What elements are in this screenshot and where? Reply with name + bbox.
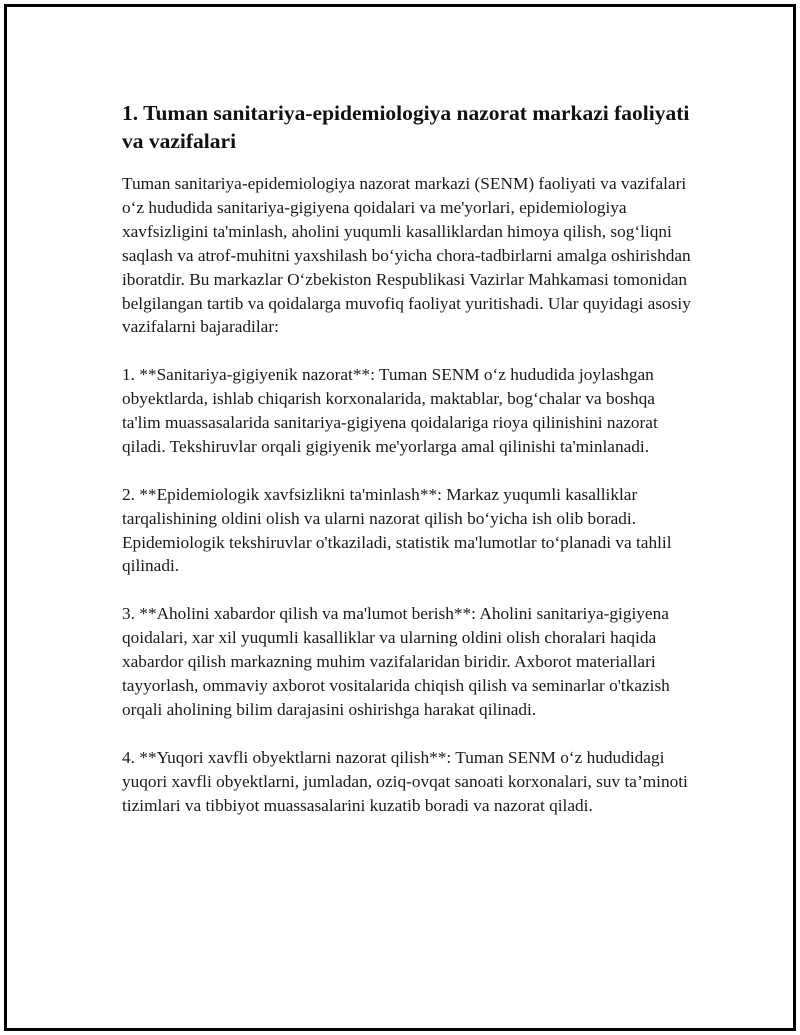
paragraph-high-risk-objects: 4. **Yuqori xavfli obyektlarni nazorat qilish**: Tuman SENM o‘z hududidagi yuqori xavfli obyektlarni, jumladan, oziq-ovqat sanoati korxonalari, suv ta’minoti tizimlari va tibbiyot muassasalarini kuzatib boradi va nazorat qiladi. [122,747,688,815]
document-body [122,99,697,841]
intro-paragraph: Tuman sanitariya-epidemiologiya nazorat markazi (SENM) faoliyati va vazifalari o‘z hududida sanitariya-gigiyena qoidalari va me'yorlari, epidemiologiya xavfsizligini ta'minlash, aholini yuqumli kasalliklardan himoya qilish, sog‘liqni saqlash va atrof-muhitni yaxshilash bo‘yicha chora-tadbirlarni amalga oshirishdan iboratdir. Bu markazlar O‘zbekiston Respublikasi Vazirlar Mahkamasi tomonidan belgilangan tartib va qoidalarga muvofiq faoliyat yuritishadi. Ular quyidagi asosiy vazifalarni bajaradilar: [122,174,691,337]
paragraph-epidemiological-safety: 2. **Epidemiologik xavfsizlikni ta'minlash**: Markaz yuqumli kasalliklar tarqalishining oldini olish va ularni nazorat qilish bo‘yicha ish olib boradi. Epidemiologik tekshiruvlar o'tkaziladi, statistik ma'lumotlar to‘planadi va tahlil qilinadi. [122,484,672,576]
document-title: 1. Tuman sanitariya-epidemiologiya nazorat markazi faoliyati va vazifalari [122,101,690,153]
paragraph-sanitary-hygienic-control: 1. **Sanitariya-gigiyenik nazorat**: Tuman SENM o‘z hududida joylashgan obyektlarda, ishlab chiqarish korxonalarida, maktablar, bog‘chalar va boshqa ta'lim muassasalarida sanitariya-gigiyena qoidalariga rioya qilinishini nazorat qiladi. Tekshiruvlar orqali gigiyenik me'yorlarga amal qilinishi ta'minlanadi. [122,365,658,456]
paragraph-public-information: 3. **Aholini xabardor qilish va ma'lumot berish**: Aholini sanitariya-gigiyena qoidalari, xar xil yuqumli kasalliklar va ularning oldini olish choralari haqida xabardor qilish markazning muhim vazifalaridan biridir. Axborot materiallari tayyorlash, ommaviy axborot vositalarida chiqish qilish va seminarlar o'tkazish orqali aholining bilim darajasini oshirishga harakat qilinadi. [122,604,670,719]
page-frame [4,4,796,1031]
